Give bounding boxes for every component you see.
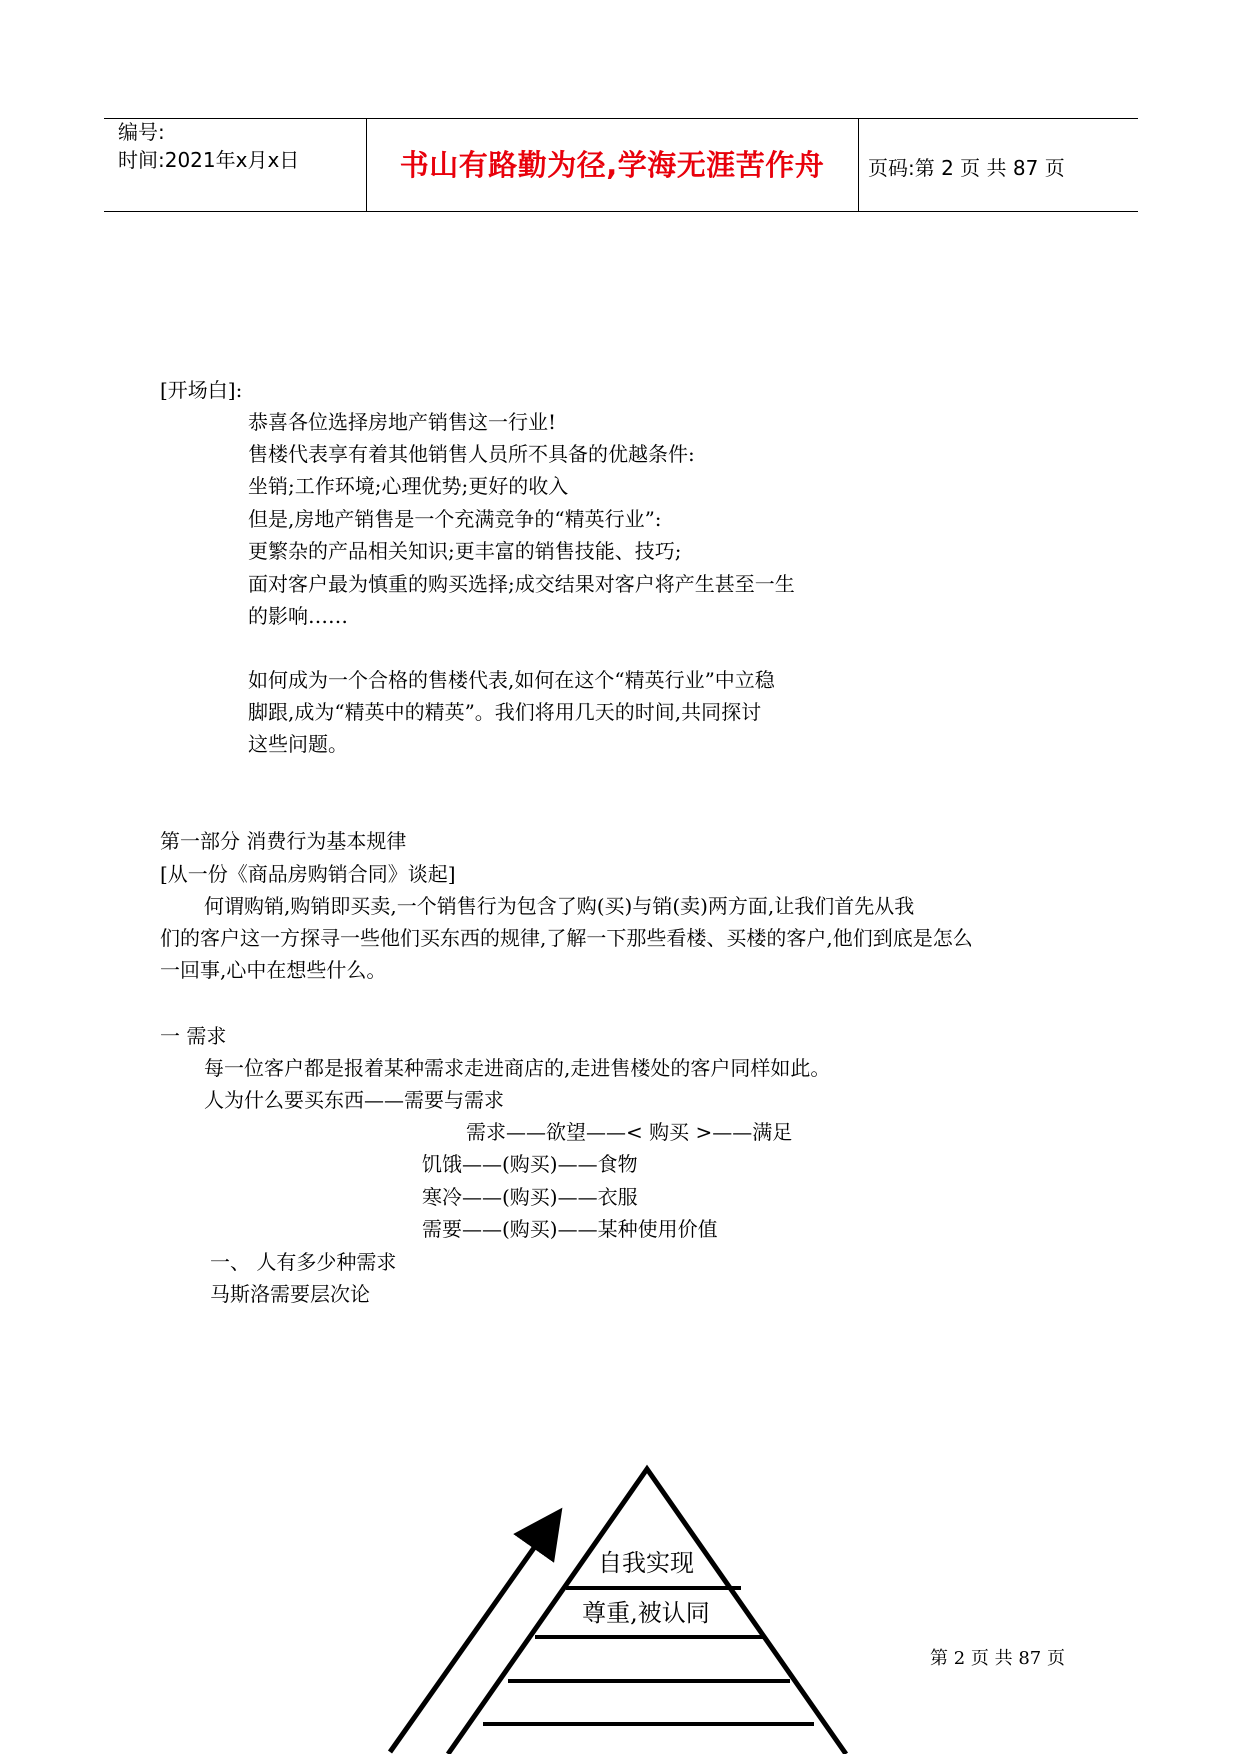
needs-chain-line: 寒冷——(购买)——衣服 xyxy=(422,1185,638,1209)
paragraph-line: 一回事,心中在想些什么。 xyxy=(160,958,387,982)
intro-line: 脚跟,成为“精英中的精英”。我们将用几天的时间,共同探讨 xyxy=(248,700,762,724)
section1-line: 人为什么要买东西——需要与需求 xyxy=(204,1088,504,1112)
section1-heading: 一 需求 xyxy=(160,1024,227,1048)
header-page-number: 页码:第 2 页 共 87 页 xyxy=(868,156,1065,180)
document-date: 时间:2021年x月x日 xyxy=(118,148,300,172)
section1-line: 每一位客户都是报着某种需求走进商店的,走进售楼处的客户同样如此。 xyxy=(204,1056,831,1080)
part1-title: 第一部分 消费行为基本规律 xyxy=(160,829,407,853)
intro-line: 但是,房地产销售是一个充满竞争的“精英行业”: xyxy=(248,507,662,531)
intro-line: 面对客户最为慎重的购买选择;成交结果对客户将产生甚至一生 xyxy=(248,572,795,596)
intro-heading: [开场白]: xyxy=(160,378,243,402)
needs-chain-line: 需要——(购买)——某种使用价值 xyxy=(422,1217,718,1241)
intro-line: 售楼代表享有着其他销售人员所不具备的优越条件: xyxy=(248,442,695,466)
intro-line: 恭喜各位选择房地产销售这一行业! xyxy=(248,410,557,434)
paragraph-line: 何谓购销,购销即买卖,一个销售行为包含了购(买)与销(卖)两方面,让我们首先从我 xyxy=(204,894,915,918)
intro-line: 如何成为一个合格的售楼代表,如何在这个“精英行业”中立稳 xyxy=(248,668,775,692)
paragraph-line: 们的客户这一方探寻一些他们买东西的规律,了解一下那些看楼、买楼的客户,他们到底是怎么 xyxy=(160,926,973,950)
section1-subheading: 一、 人有多少种需求 xyxy=(210,1250,397,1274)
intro-line: 坐销;工作环境;心理优势;更好的收入 xyxy=(248,474,569,498)
intro-line: 的影响…… xyxy=(248,604,348,628)
ascending-arrow-icon xyxy=(390,1528,548,1752)
needs-chain-line: 需求——欲望——< 购买 >——满足 xyxy=(466,1120,793,1144)
header-motto: 书山有路勤为径,学海无涯苦作舟 xyxy=(399,148,825,182)
part1-subtitle: [从一份《商品房购销合同》谈起] xyxy=(160,862,456,886)
intro-line: 这些问题。 xyxy=(248,732,348,756)
pyramid-level-self-actualization: 自我实现 xyxy=(598,1549,694,1577)
document-number-label: 编号: xyxy=(118,120,165,144)
maslow-theory-label: 马斯洛需要层次论 xyxy=(210,1282,370,1306)
intro-line: 更繁杂的产品相关知识;更丰富的销售技能、技巧; xyxy=(248,539,682,563)
pyramid-level-esteem: 尊重,被认同 xyxy=(582,1599,710,1627)
needs-chain-line: 饥饿——(购买)——食物 xyxy=(422,1152,638,1176)
footer-page-number: 第 2 页 共 87 页 xyxy=(930,1648,1065,1669)
